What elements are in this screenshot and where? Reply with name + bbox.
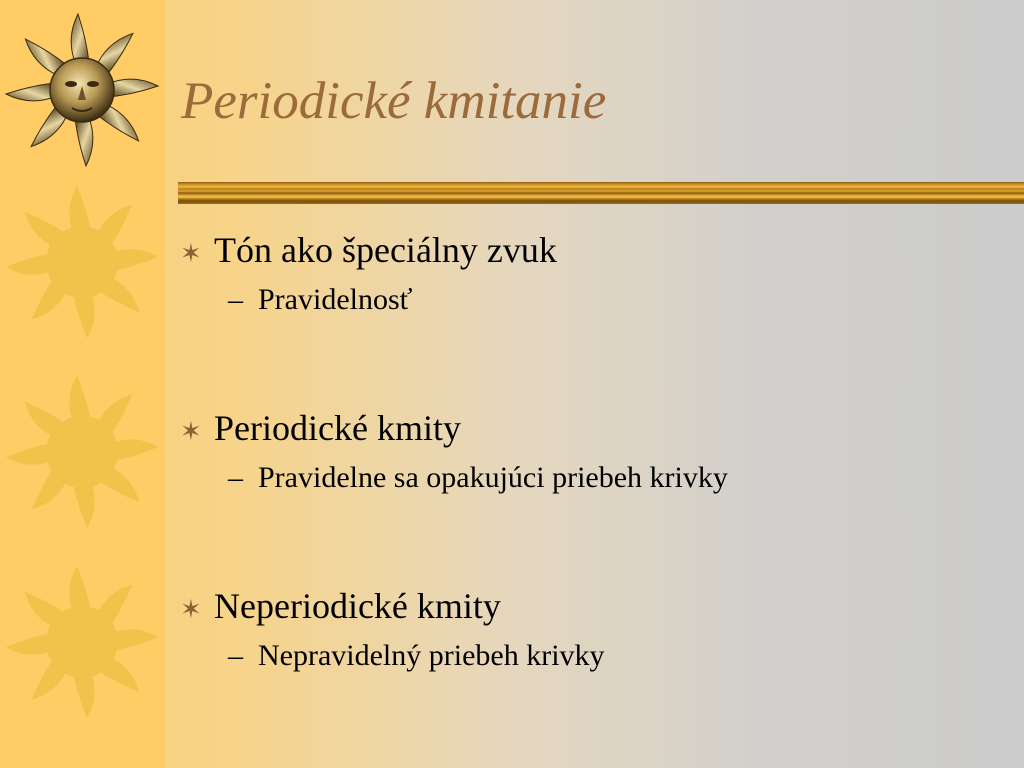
sun-icon xyxy=(2,562,162,722)
sub-bullet-text: Pravidelne sa opakujúci priebeh krivky xyxy=(258,461,728,494)
bullet-text: Neperiodické kmity xyxy=(214,586,501,626)
sub-bullet-text: Nepravidelný priebeh krivky xyxy=(258,639,605,672)
bullet-text: Periodické kmity xyxy=(214,408,461,448)
sun-icon xyxy=(2,372,162,532)
star-bullet-icon: ✶ xyxy=(180,417,202,447)
left-decor-strip xyxy=(0,0,165,768)
sub-bullet-item xyxy=(228,456,1014,500)
sun-face-icon xyxy=(2,10,162,170)
sun-icon xyxy=(2,182,162,342)
sub-bullet-item xyxy=(228,278,1014,322)
bullet-item xyxy=(180,404,1014,456)
bullet-item xyxy=(180,226,1014,278)
dash-bullet-icon: – xyxy=(228,461,243,494)
title-divider xyxy=(178,182,1024,204)
bullet-text: Tón ako špeciálny zvuk xyxy=(214,230,557,270)
star-bullet-icon: ✶ xyxy=(180,595,202,625)
sub-bullet-item xyxy=(228,634,1014,678)
slide-title: Periodické kmitanie xyxy=(181,72,607,130)
star-bullet-icon: ✶ xyxy=(180,239,202,269)
dash-bullet-icon: – xyxy=(228,639,243,672)
slide-content xyxy=(180,226,1014,678)
dash-bullet-icon: – xyxy=(228,283,243,316)
sub-bullet-text: Pravidelnosť xyxy=(258,283,413,316)
bullet-item xyxy=(180,582,1014,634)
